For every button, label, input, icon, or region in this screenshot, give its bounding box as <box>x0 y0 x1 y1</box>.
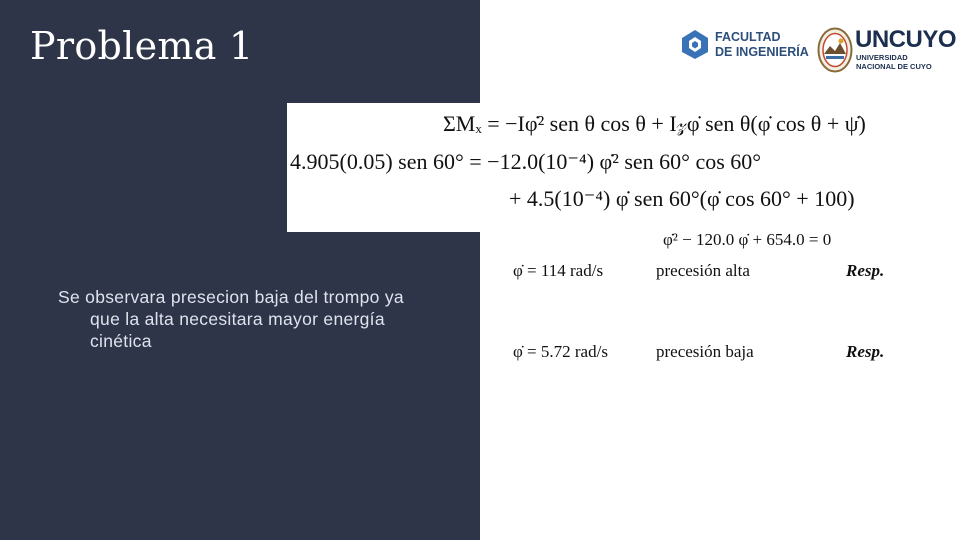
uncuyo-subtitle <box>856 53 932 71</box>
result-high-resp: Resp. <box>846 261 885 280</box>
facultad-logo-text <box>715 30 809 60</box>
result-low-resp: Resp. <box>846 342 885 361</box>
result-low-label: precesión baja <box>656 342 754 361</box>
uncuyo-seal-icon <box>817 27 853 73</box>
uncuyo-name: UNCUYO <box>855 26 957 53</box>
result-high-value: φ̇ = 114 rad/s <box>513 261 604 280</box>
result-low-value: φ̇ = 5.72 rad/s <box>513 342 608 361</box>
equation-line-4: φ̇² − 120.0 φ̇ + 654.0 = 0 <box>663 230 832 249</box>
bullet-text: Se observara presecion baja del trompo ya que la alta necesitara mayor energía cinética <box>58 287 404 351</box>
facultad-logo-icon <box>679 28 711 60</box>
uncuyo-subtitle-line-1: UNIVERSIDAD <box>856 53 908 62</box>
equation-line-3: + 4.5(10⁻⁴) φ̇ sen 60°(φ̇ cos 60° + 100) <box>509 186 855 211</box>
slide-title: Problema 1 <box>30 24 254 68</box>
equation-line-1: ΣMₓ = −Iφ̇² sen θ cos θ + I𝓏φ̇ sen θ(φ̇ cos θ + ψ̇) <box>443 111 866 136</box>
equation-line-2: 4.905(0.05) sen 60° = −12.0(10⁻⁴) φ̇² sen 60° cos 60° <box>290 149 762 174</box>
facultad-line-1: FACULTAD <box>715 30 781 44</box>
result-high-label: precesión alta <box>656 261 750 280</box>
uncuyo-subtitle-line-2: NACIONAL DE CUYO <box>856 62 932 71</box>
facultad-line-2: DE INGENIERÍA <box>715 45 809 59</box>
